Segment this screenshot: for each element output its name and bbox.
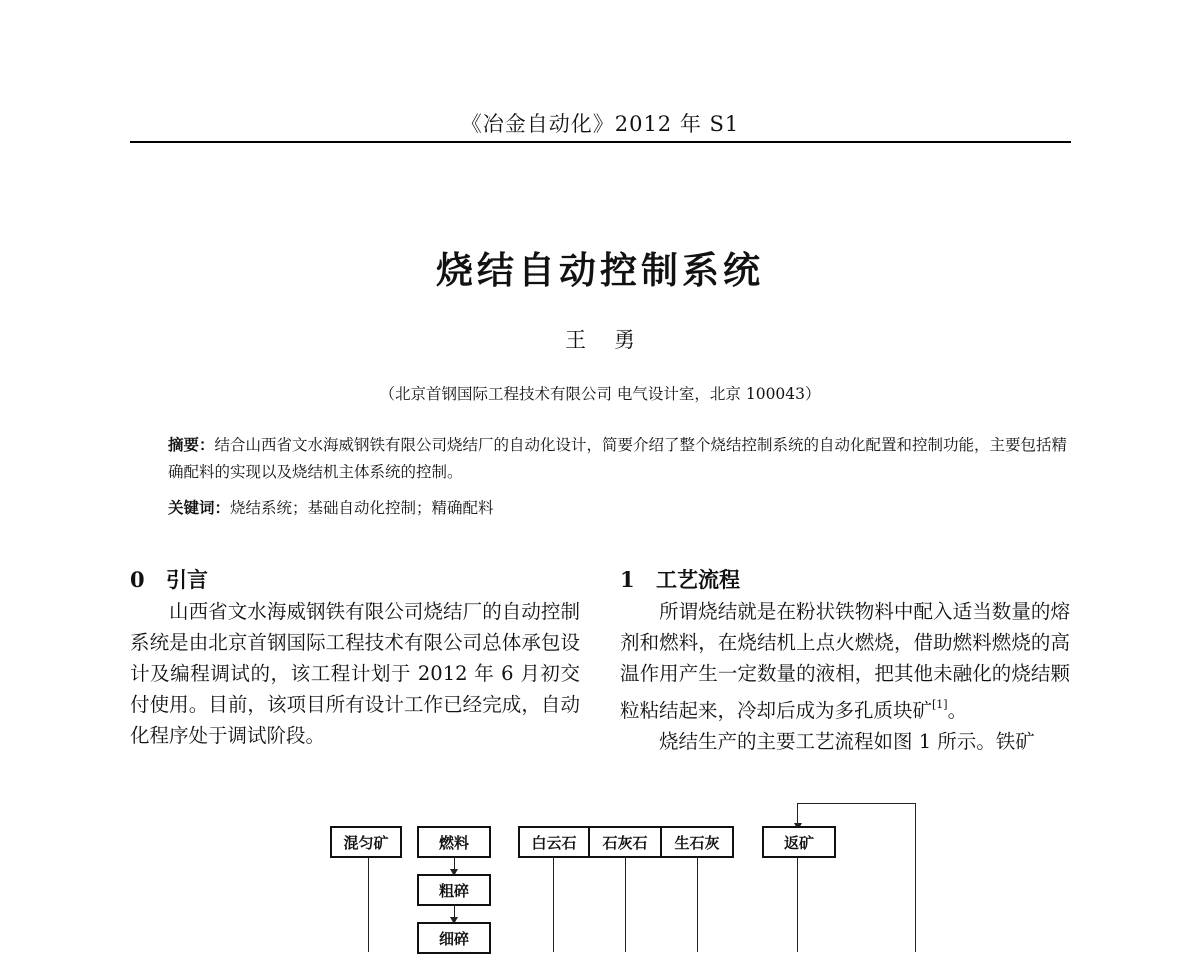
return-loop-top-line bbox=[797, 803, 916, 804]
paragraph: 山西省文水海威钢铁有限公司烧结厂的自动控制系统是由北京首钢国际工程技术有限公司总体承包设计及编程调试的，该工程计划于 2012 年 6 月初交付使用。目前，该项目所有设计工作已经完成，自动化程序处于调试阶段。 bbox=[130, 600, 580, 747]
box-return-fines: 返矿 bbox=[762, 826, 836, 858]
paragraph-end: 。 bbox=[947, 699, 968, 722]
section-title: 引言 bbox=[166, 568, 208, 592]
section-number: 1 bbox=[620, 567, 635, 592]
citation: [1] bbox=[932, 698, 948, 711]
section-number: 0 bbox=[130, 567, 145, 592]
return-fines-line bbox=[797, 858, 798, 952]
abstract-label: 摘要： bbox=[168, 435, 215, 454]
paragraph: 烧结生产的主要工艺流程如图 1 所示。铁矿 bbox=[659, 730, 1035, 753]
box-coarse-crush: 粗碎 bbox=[417, 874, 491, 906]
box-fuel: 燃料 bbox=[417, 826, 491, 858]
box-mixed-ore: 混匀矿 bbox=[330, 826, 402, 858]
box-limestone: 石灰石 bbox=[588, 826, 662, 858]
box-quicklime: 生石灰 bbox=[660, 826, 734, 858]
return-loop-down-line bbox=[797, 803, 798, 825]
mixed-ore-line bbox=[368, 858, 369, 952]
limestone-line bbox=[625, 858, 626, 952]
abstract-text: 结合山西省文水海威钢铁有限公司烧结厂的自动化设计，简要介绍了整个烧结控制系统的自动化配置和控制功能，主要包括精确配料的实现以及烧结机主体系统的控制。 bbox=[168, 436, 1068, 481]
journal-header: 《冶金自动化》2012 年 S1 bbox=[460, 112, 740, 136]
paragraph-text: 所谓烧结就是在粉状铁物料中配入适当数量的熔剂和燃料，在烧结机上点火燃烧，借助燃料燃烧的高温作用产生一定数量的液相，把其他未融化的烧结颗粒粘结起来，冷却后成为多孔质块矿 bbox=[620, 600, 1070, 722]
box-dolomite: 白云石 bbox=[518, 826, 590, 858]
box-fine-crush: 细碎 bbox=[417, 922, 491, 954]
affiliation: （北京首钢国际工程技术有限公司 电气设计室，北京 100043） bbox=[379, 385, 821, 403]
section-title: 工艺流程 bbox=[656, 568, 740, 592]
paper-title: 烧结自动控制系统 bbox=[436, 249, 764, 292]
quicklime-line bbox=[697, 858, 698, 952]
return-loop-right-line bbox=[915, 803, 916, 952]
author: 王勇 bbox=[565, 328, 663, 352]
dolomite-line bbox=[553, 858, 554, 952]
keywords-label: 关键词： bbox=[168, 498, 231, 517]
keywords-text: 烧结系统；基础自动化控制；精确配料 bbox=[230, 499, 494, 517]
